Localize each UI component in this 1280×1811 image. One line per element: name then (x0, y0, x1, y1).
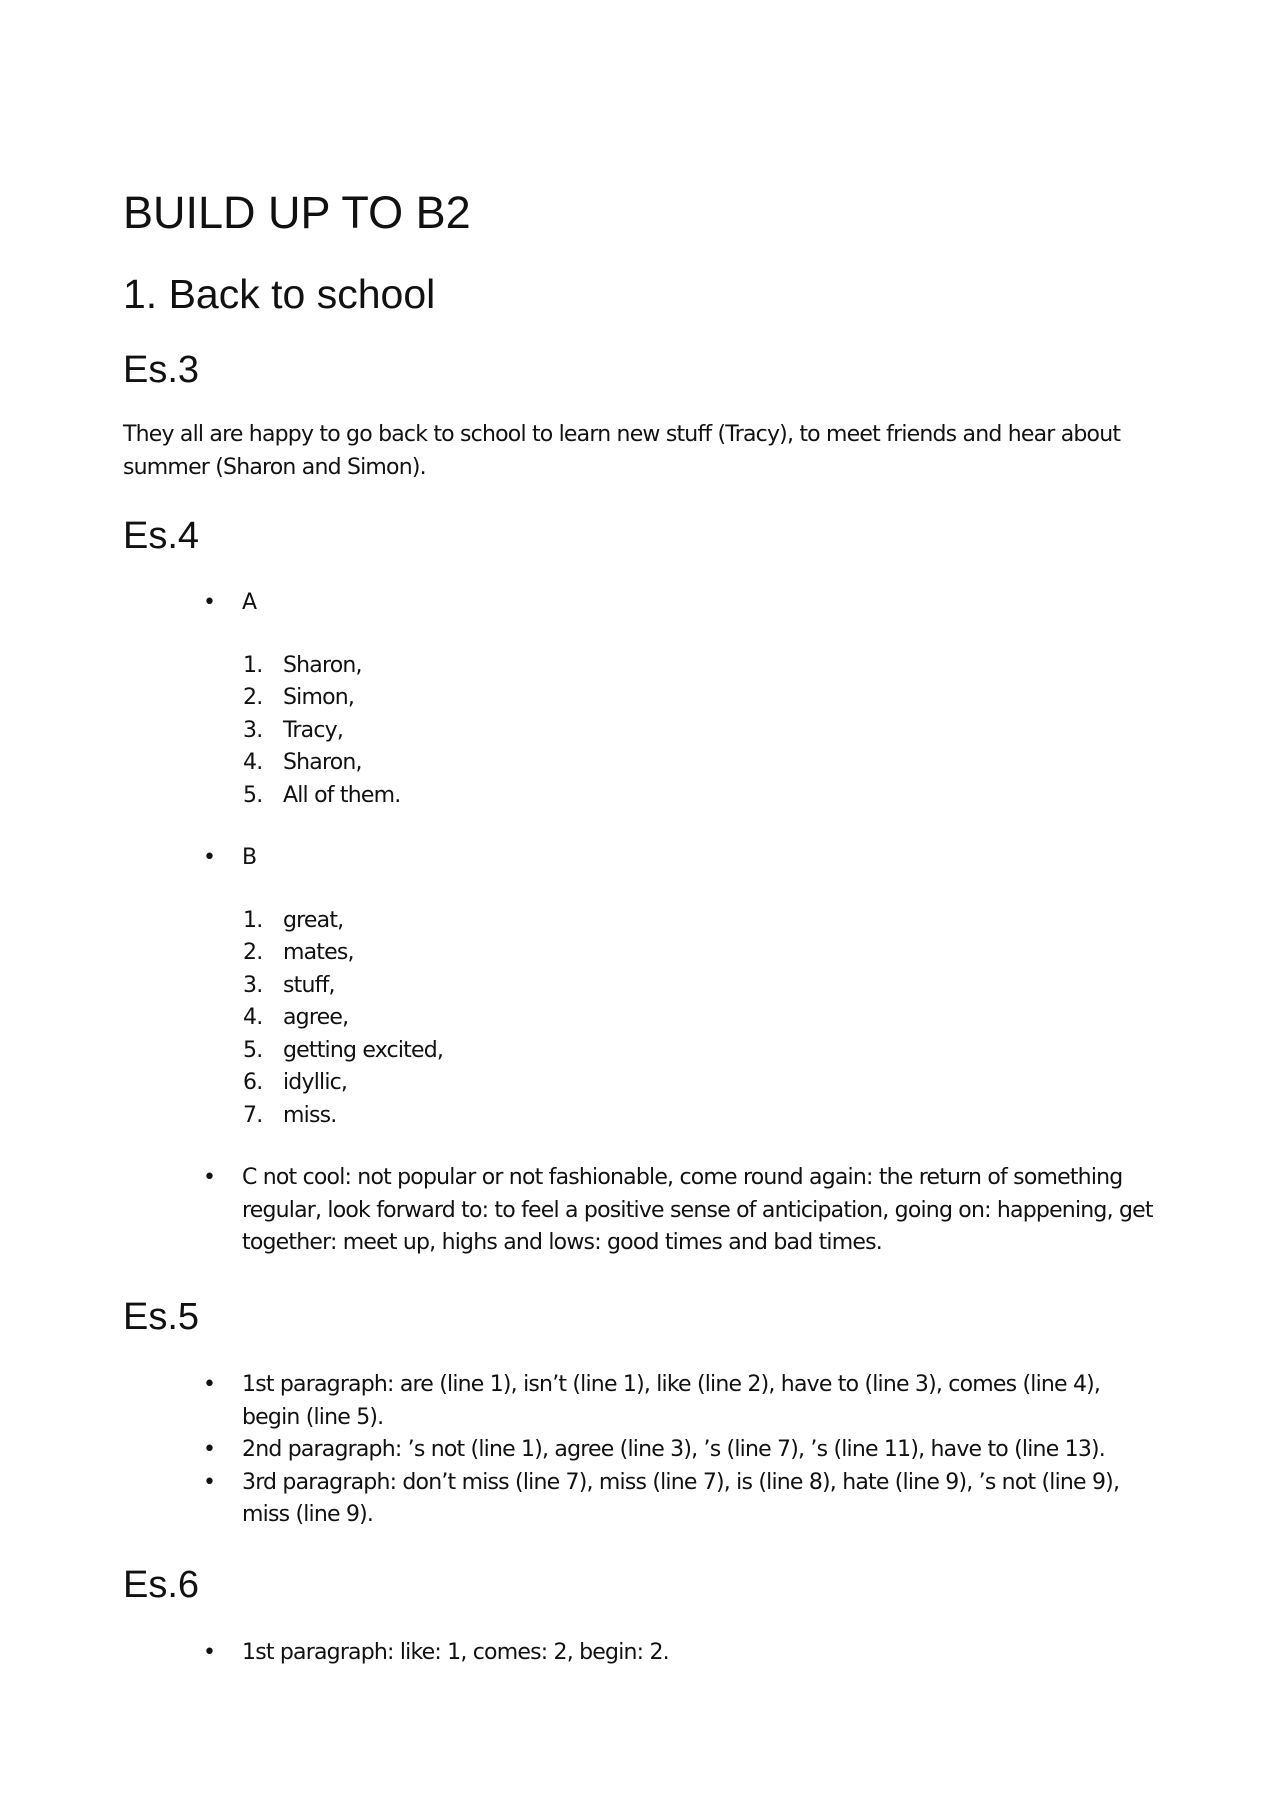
list-item (123, 715, 1163, 748)
list-item-text: Sharon, (283, 652, 362, 678)
es4-bullet-b (123, 842, 1162, 875)
list-number: 7. (243, 1102, 263, 1128)
list-item-text: Simon, (283, 685, 355, 710)
list-item-text: miss. (283, 1102, 337, 1128)
list-item-text: mates, (283, 940, 354, 965)
section-es5 (123, 1295, 1163, 1532)
list-item-text: Sharon, (283, 750, 362, 775)
es4-bullet-list-b (123, 842, 1163, 875)
section-es4 (123, 514, 1163, 1260)
list-item: • 3rd paragraph: don’t miss (line 7), miss (line 7), is (line 8), hate (line 9), ’s not (line 9), miss (line 9). (123, 1467, 1162, 1532)
chapter-heading: 1. Back to school (123, 271, 436, 317)
list-number: 4. (243, 1005, 263, 1030)
list-item: • 1st paragraph: like: 1, comes: 2, begin: 2. (123, 1637, 1162, 1670)
section-heading-es5: Es.5 (123, 1296, 200, 1338)
list-item (123, 1067, 1163, 1100)
section-es3 (123, 348, 1163, 484)
list-number: 5. (243, 1037, 263, 1063)
es3-answer-text: They all are happy to go back to school to learn new stuff (Tracy), to meet friends and hear about summer (Sharon and Simon). (123, 422, 1121, 480)
list-item: • 2nd paragraph: ’s not (line 1), agree (line 3), ’s (line 7), ’s (line 11), have to (line 13). (123, 1434, 1162, 1467)
list-number: 1. (243, 907, 263, 933)
list-item: • 1st paragraph: are (line 1), isn’t (line 1), like (line 2), have to (line 3), comes (line 4), begin (line 5). (123, 1369, 1162, 1434)
es4-bullet-a (123, 587, 1162, 620)
es4-part-b-label: B (242, 845, 257, 870)
list-item (123, 905, 1163, 938)
es5-bullet-list (123, 1369, 1163, 1532)
section-heading-es4: Es.4 (123, 515, 200, 557)
es4-bullet-list-c (123, 1162, 1163, 1260)
list-item (123, 1100, 1163, 1133)
list-item-text: stuff, (283, 972, 335, 998)
es4-part-b-list (123, 905, 1163, 1133)
list-item-text: great, (283, 907, 344, 933)
list-item-text: All of them. (283, 782, 401, 808)
es4-part-a-list (123, 650, 1163, 813)
list-item (123, 970, 1163, 1003)
section-heading-es6: Es.6 (123, 1564, 200, 1606)
list-item (123, 682, 1163, 715)
list-number: 6. (243, 1070, 263, 1095)
list-item (123, 1002, 1163, 1035)
section-es6 (123, 1563, 1163, 1670)
list-item (123, 937, 1163, 970)
list-item-text: Tracy, (283, 717, 344, 743)
list-item-text: agree, (283, 1005, 349, 1030)
list-item (123, 747, 1163, 780)
list-item (123, 780, 1163, 813)
list-number: 3. (243, 972, 263, 998)
list-item (123, 1035, 1163, 1068)
document-title: BUILD UP TO B2 (123, 187, 471, 238)
es6-bullet-list (123, 1637, 1163, 1670)
list-item-text: idyllic, (283, 1070, 348, 1095)
list-number: 4. (243, 750, 263, 775)
es4-part-a-label: A (242, 590, 257, 615)
list-number: 2. (243, 940, 263, 965)
list-number: 2. (243, 685, 263, 710)
es4-bullet-c: • C not cool: not popular or not fashionable, come round again: the return of something regular, look forward to: to feel a positive sense of anticipation, going on: happening, get together: meet up, highs and lows: good times and bad times. (123, 1162, 1162, 1260)
list-item-text: getting excited, (283, 1037, 444, 1063)
es4-bullet-list (123, 587, 1163, 620)
list-number: 5. (243, 782, 263, 808)
list-item (123, 650, 1163, 683)
list-number: 3. (243, 717, 263, 743)
section-heading-es3: Es.3 (123, 349, 200, 391)
list-number: 1. (243, 652, 263, 678)
